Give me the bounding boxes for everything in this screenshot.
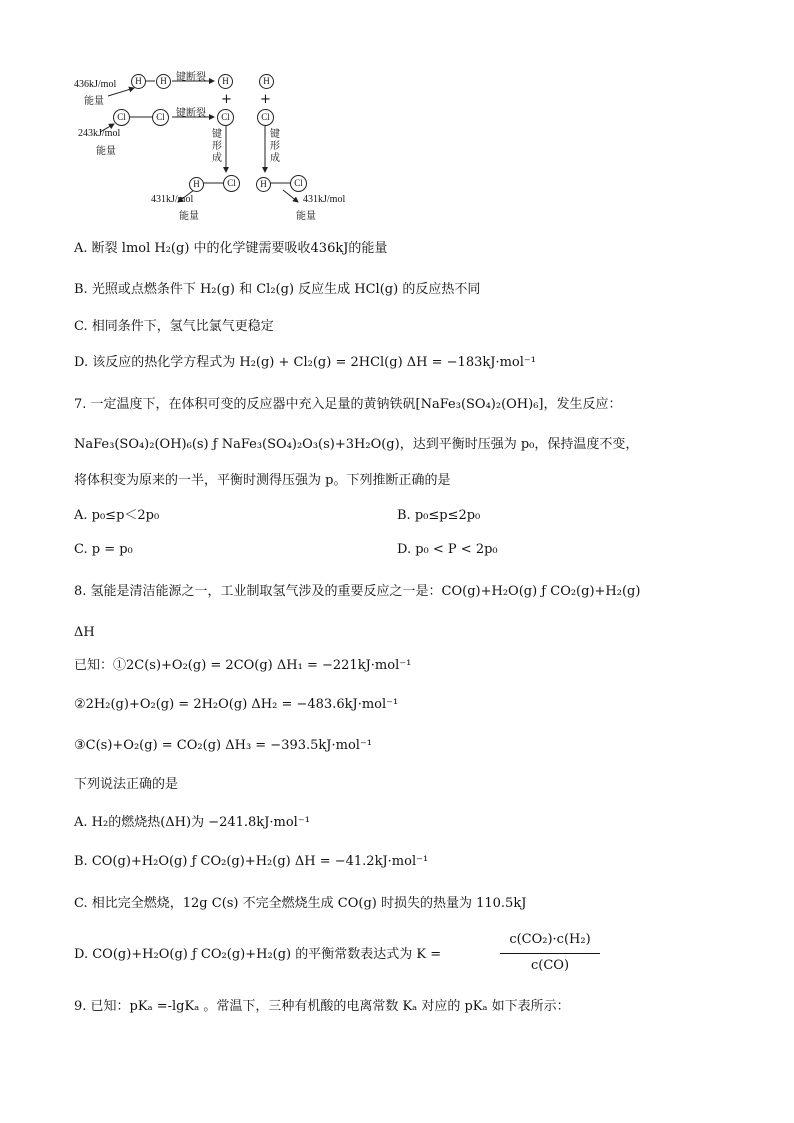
q9-stem: 9. 已知：pKₐ =-lgKₐ 。常温下，三种有机酸的电离常数 Kₐ 对应的 pKₐ 如下表所示： [74,999,570,1014]
atom-cl-6: Cl [290,175,307,192]
atom-h-5: H [189,177,204,192]
energy-h2-label: 436kJ/mol [74,79,117,90]
plus-2: + [260,92,271,107]
energy-word-1: 能量 [84,96,104,107]
q8-option-b: B. CO(g)+H₂O(g) ƒ CO₂(g)+H₂(g) ΔH = −41.2kJ·mol⁻¹ [74,854,429,869]
energy-hcl-left-label: 431kJ/mol [151,194,194,205]
energy-hcl-right-label: 431kJ/mol [303,194,346,205]
bond-break-label-1: 键断裂 [176,72,206,83]
q7-option-b: B. p₀≤p≤2p₀ [397,508,481,523]
bond-form-label-1: 键形成 [212,129,222,164]
bond-form-label-2: 键形成 [270,129,280,164]
q7-stem-line1: 7. 一定温度下，在体积可变的反应器中充入足量的黄钠铁矾[NaFe₃(SO₄)₂(OH)₆]，发生反应： [74,397,622,412]
q8-fraction-numerator: c(CO₂)·c(H₂) [509,932,591,947]
q7-option-c: C. p = p₀ [74,542,133,557]
q8-known-1: 已知：①2C(s)+O₂(g) = 2CO(g) ΔH₁ = −221kJ·mol⁻¹ [74,658,412,673]
q8-fraction-bar [500,953,600,954]
q7-stem-line2: NaFe₃(SO₄)₂(OH)₆(s) ƒ NaFe₃(SO₄)₂O₃(s)+3H₂O(g)，达到平衡时压强为 p₀，保持温度不变， [74,437,639,452]
q7-option-d: D. p₀ < P < 2p₀ [397,542,498,557]
q8-stem-line2: ΔH [74,625,95,640]
q7-stem-line3: 将体积变为原来的一半，平衡时测得压强为 p。下列推断正确的是 [74,473,451,488]
q6-option-c: C. 相同条件下，氢气比氯气更稳定 [74,319,274,334]
atom-h-6: H [256,177,271,192]
q8-stem-line1: 8. 氢能是清洁能源之一，工业制取氢气涉及的重要反应之一是：CO(g)+H₂O(g) ƒ CO₂(g)+H₂(g) [74,584,641,599]
energy-cl2-label: 243kJ/mol [78,128,121,139]
q8-known-3: ③C(s)+O₂(g) = CO₂(g) ΔH₃ = −393.5kJ·mol⁻¹ [74,738,373,753]
q8-option-c: C. 相比完全燃烧，12g C(s) 不完全燃烧生成 CO(g) 时损失的热量为 110.5kJ [74,896,527,911]
energy-word-4: 能量 [296,211,316,222]
q8-option-d-text: D. CO(g)+H₂O(g) ƒ CO₂(g)+H₂(g) 的平衡常数表达式为 K = [74,947,442,962]
q8-known-2: ②2H₂(g)+O₂(g) = 2H₂O(g) ΔH₂ = −483.6kJ·mol⁻¹ [74,697,399,712]
plus-1: + [221,92,232,107]
atom-cl-3: Cl [217,109,234,126]
atom-h-4: H [259,74,274,89]
atom-h-2: H [156,74,171,89]
atom-h-1: H [131,74,146,89]
q6-option-d: D. 该反应的热化学方程式为 H₂(g) + Cl₂(g) = 2HCl(g) ΔH = −183kJ·mol⁻¹ [74,355,536,370]
q8-option-a: A. H₂的燃烧热(ΔH)为 −241.8kJ·mol⁻¹ [74,815,310,830]
q8-ask: 下列说法正确的是 [74,777,179,792]
atom-h-3: H [218,74,233,89]
q6-option-a: A. 断裂 lmol H₂(g) 中的化学键需要吸收436kJ的能量 [74,241,388,256]
bond-break-label-2: 键断裂 [176,108,206,119]
atom-cl-5: Cl [223,175,240,192]
atom-cl-1: Cl [113,109,130,126]
energy-word-3: 能量 [179,211,199,222]
atom-cl-4: Cl [257,109,274,126]
atom-cl-2: Cl [152,109,169,126]
q6-option-b: B. 光照或点燃条件下 H₂(g) 和 Cl₂(g) 反应生成 HCl(g) 的反应热不同 [74,282,481,297]
energy-word-2: 能量 [96,146,116,157]
q8-fraction-denominator: c(CO) [530,958,570,973]
q7-option-a: A. p₀≤p＜2p₀ [74,508,160,523]
